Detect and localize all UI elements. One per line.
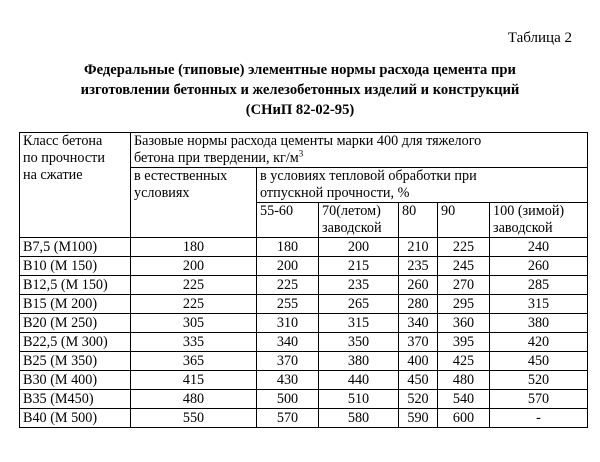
table-row — [20, 295, 588, 314]
cell-70: 350 — [319, 333, 399, 352]
table-title — [20, 60, 580, 120]
cell-grade: В40 (М 500) — [20, 409, 131, 428]
cell-grade: В22,5 (М 300) — [20, 333, 131, 352]
header-line: в условиях тепловой обработки при — [260, 168, 477, 184]
cell-90: 395 — [438, 333, 490, 352]
cell-90: 245 — [438, 257, 490, 276]
table-row — [20, 333, 588, 352]
cell-natural: 225 — [131, 295, 257, 314]
cell-grade: В10 (М 150) — [20, 257, 131, 276]
cell-100: 570 — [490, 390, 588, 409]
header-line-text: бетона при твердении, кг/м — [134, 150, 299, 166]
cell-grade: В35 (М450) — [20, 390, 131, 409]
header-line: заводской — [493, 220, 553, 236]
cell-natural: 480 — [131, 390, 257, 409]
cell-natural: 180 — [131, 238, 257, 257]
cell-70: 510 — [319, 390, 399, 409]
cell-55-60: 370 — [257, 352, 319, 371]
cell-80: 450 — [399, 371, 438, 390]
cell-90: 360 — [438, 314, 490, 333]
cell-80: 340 — [399, 314, 438, 333]
cell-100: 315 — [490, 295, 588, 314]
header-line — [134, 150, 584, 167]
cell-90: 425 — [438, 352, 490, 371]
header-natural-conditions — [131, 168, 257, 238]
cell-80: 590 — [399, 409, 438, 428]
cell-55-60: 180 — [257, 238, 319, 257]
cell-90: 480 — [438, 371, 490, 390]
cell-70: 580 — [319, 409, 399, 428]
title-line: (СНиП 82-02-95) — [245, 102, 355, 118]
header-line: по прочности — [23, 150, 105, 166]
cell-70: 235 — [319, 276, 399, 295]
cell-100: 260 — [490, 257, 588, 276]
header-line: 70(летом) — [322, 203, 381, 219]
cell-70: 215 — [319, 257, 399, 276]
cell-55-60: 570 — [257, 409, 319, 428]
header-thermal-treatment — [257, 168, 588, 203]
cell-55-60: 430 — [257, 371, 319, 390]
cell-55-60: 340 — [257, 333, 319, 352]
cell-55-60: 500 — [257, 390, 319, 409]
cell-100: 240 — [490, 238, 588, 257]
cell-100: 420 — [490, 333, 588, 352]
header-strength-100 — [490, 203, 588, 238]
cell-70: 200 — [319, 238, 399, 257]
unit-superscript: 3 — [298, 148, 304, 159]
table-number: Таблица 2 — [507, 30, 572, 46]
title-line: изготовлении бетонных и железобетонных изделий и конструкций — [80, 82, 520, 98]
header-base-norms — [131, 133, 588, 168]
cell-natural: 200 — [131, 257, 257, 276]
cell-natural: 305 — [131, 314, 257, 333]
cell-80: 235 — [399, 257, 438, 276]
header-line: Базовые нормы расхода цементы марки 400 для тяжелого — [134, 133, 482, 149]
cell-natural: 335 — [131, 333, 257, 352]
header-line: Класс бетона — [23, 133, 103, 149]
cell-100: 520 — [490, 371, 588, 390]
table-row — [20, 390, 588, 409]
header-strength-90: 90 — [438, 203, 490, 238]
cell-grade: В12,5 (М 150) — [20, 276, 131, 295]
cell-grade: В30 (М 400) — [20, 371, 131, 390]
cell-natural: 550 — [131, 409, 257, 428]
cell-55-60: 225 — [257, 276, 319, 295]
cell-55-60: 255 — [257, 295, 319, 314]
table-row — [20, 371, 588, 390]
cell-grade: В15 (М 200) — [20, 295, 131, 314]
cell-90: 225 — [438, 238, 490, 257]
header-strength-70 — [319, 203, 399, 238]
cell-80: 280 — [399, 295, 438, 314]
header-line: заводской — [322, 220, 382, 236]
header-strength-80: 80 — [399, 203, 438, 238]
cell-55-60: 310 — [257, 314, 319, 333]
cell-70: 265 — [319, 295, 399, 314]
header-strength-55-60: 55-60 — [257, 203, 319, 238]
title-line: Федеральные (типовые) элементные нормы расхода цемента при — [84, 62, 516, 78]
header-line: отпускной прочности, % — [260, 185, 410, 201]
cell-100: - — [490, 409, 588, 428]
header-line: в естественных — [134, 168, 228, 184]
cell-70: 380 — [319, 352, 399, 371]
table-row — [20, 409, 588, 428]
cell-55-60: 200 — [257, 257, 319, 276]
table-row — [20, 257, 588, 276]
cell-70: 440 — [319, 371, 399, 390]
header-line: на сжатие — [23, 167, 83, 183]
cell-90: 540 — [438, 390, 490, 409]
cell-80: 260 — [399, 276, 438, 295]
cell-natural: 225 — [131, 276, 257, 295]
table-row — [20, 314, 588, 333]
cement-norms-table — [19, 132, 588, 428]
cell-90: 270 — [438, 276, 490, 295]
cell-80: 370 — [399, 333, 438, 352]
cell-70: 315 — [319, 314, 399, 333]
cell-80: 520 — [399, 390, 438, 409]
header-line: условиях — [134, 185, 190, 201]
cell-grade: В20 (М 250) — [20, 314, 131, 333]
cell-100: 285 — [490, 276, 588, 295]
cell-80: 210 — [399, 238, 438, 257]
cell-90: 600 — [438, 409, 490, 428]
cell-grade: В25 (М 350) — [20, 352, 131, 371]
cell-natural: 415 — [131, 371, 257, 390]
cell-100: 380 — [490, 314, 588, 333]
table-row — [20, 352, 588, 371]
cell-natural: 365 — [131, 352, 257, 371]
cell-90: 295 — [438, 295, 490, 314]
cell-grade: В7,5 (М100) — [20, 238, 131, 257]
table-row — [20, 238, 588, 257]
header-line: 100 (зимой) — [493, 203, 565, 219]
header-concrete-class — [20, 133, 131, 238]
cell-100: 450 — [490, 352, 588, 371]
table-row — [20, 276, 588, 295]
cell-80: 400 — [399, 352, 438, 371]
